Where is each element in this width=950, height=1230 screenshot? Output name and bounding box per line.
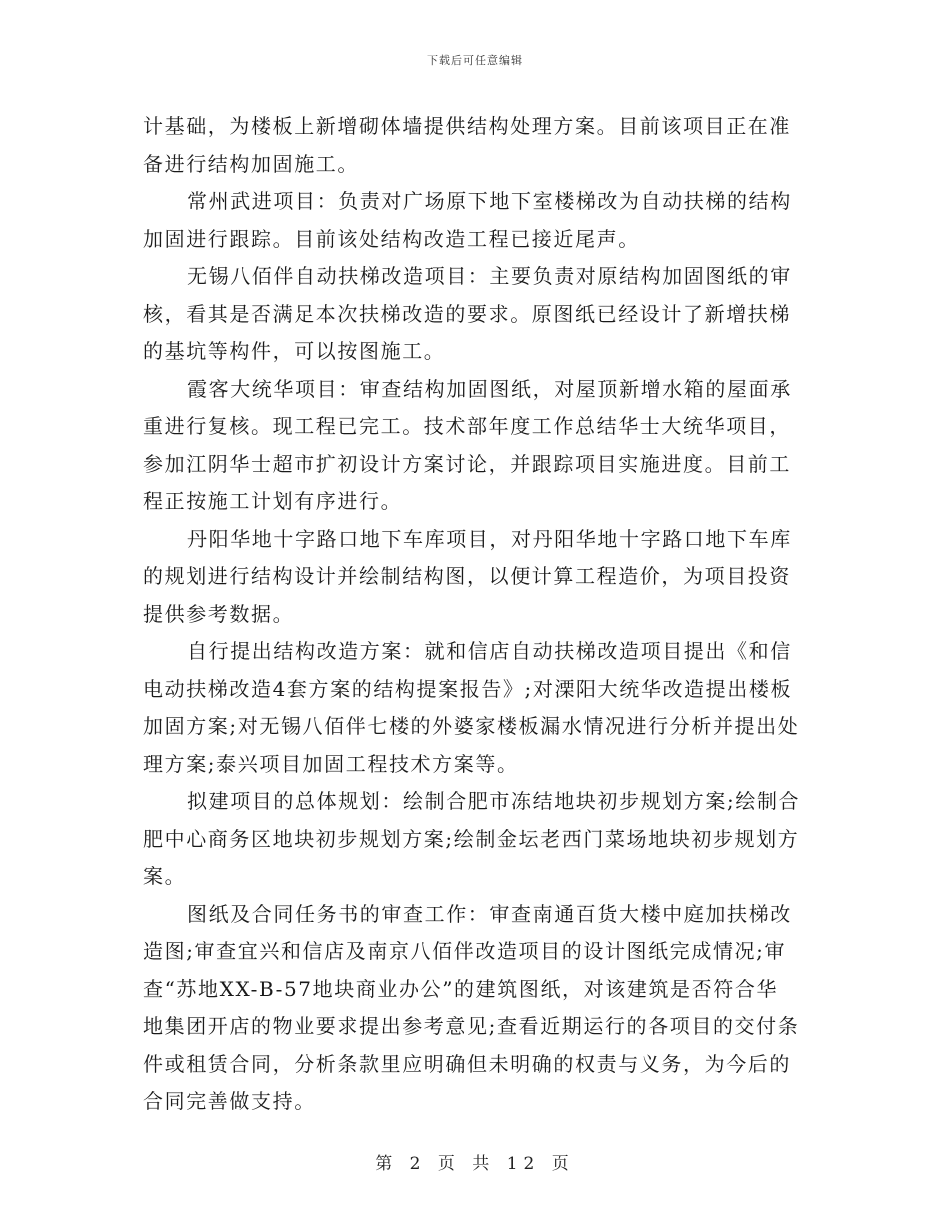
page-footer: 第 2 页 共 12 页	[375, 1154, 575, 1174]
text-line: 参加江阴华士超市扩初设计方案讨论，并跟踪项目实施进度。目前工	[143, 451, 791, 476]
text-line: 加固方案;对无锡八佰伴七楼的外婆家楼板漏水情况进行分析并提出处	[143, 714, 800, 738]
text-line: 的规划进行结构设计并绘制结构图，以便计算工程造价，为项目投资	[143, 564, 791, 588]
paragraph-xiake	[143, 371, 807, 521]
text-line: 件或租赁合同，分析条款里应明确但未明确的权责与义务，为今后的	[143, 1051, 791, 1076]
text-line: 提供参考数据。	[143, 601, 295, 626]
text-line: 无锡八佰伴自动扶梯改造项目：主要负责对原结构加固图纸的审	[187, 264, 792, 288]
text-line: 备进行结构加固施工。	[143, 151, 359, 176]
paragraph-review	[143, 896, 807, 1121]
text-line: 核，看其是否满足本次扶梯改造的要求。原图纸已经设计了新增扶梯	[143, 301, 791, 326]
document-body	[143, 108, 807, 1121]
text-line: 图纸及合同任务书的审查工作：审查南通百货大楼中庭加扶梯改	[187, 901, 792, 926]
text-line: 计基础，为楼板上新增砌体墙提供结构处理方案。目前该项目正在准	[143, 114, 791, 138]
page-header: 下载后可任意编辑	[427, 54, 523, 67]
text-line: 重进行复核。现工程已完工。技术部年度工作总结华士大统华项目，	[143, 414, 791, 438]
text-line: 加固进行跟踪。目前该处结构改造工程已接近尾声。	[143, 226, 640, 251]
paragraph-wuxi	[143, 258, 807, 371]
paragraph-danyang	[143, 521, 807, 634]
text-line: 拟建项目的总体规划：绘制合肥市冻结地块初步规划方案;绘制合	[187, 789, 801, 813]
text-line: 理方案;泰兴项目加固工程技术方案等。	[143, 751, 519, 776]
text-line: 程正按施工计划有序进行。	[143, 489, 403, 513]
text-line: 自行提出结构改造方案：就和信店自动扶梯改造项目提出《和信	[187, 639, 792, 663]
paragraph-intro	[143, 108, 807, 183]
text-line: 霞客大统华项目：审查结构加固图纸，对屋顶新增水箱的屋面承	[187, 376, 792, 401]
text-line: 电动扶梯改造4套方案的结构提案报告》;对溧阳大统华改造提出楼板	[143, 676, 793, 701]
paragraph-changzhou	[143, 183, 807, 258]
text-line: 查“苏地XX-B-57地块商业办公”的建筑图纸，对该建筑是否符合华	[143, 976, 779, 1001]
text-line: 地集团开店的物业要求提出参考意见;查看近期运行的各项目的交付条	[143, 1014, 800, 1038]
text-line: 丹阳华地十字路口地下车库项目，对丹阳华地十字路口地下车库	[187, 526, 792, 551]
text-line: 案。	[143, 864, 187, 888]
paragraph-structure-proposal	[143, 633, 807, 783]
paragraph-planning	[143, 783, 807, 896]
text-line: 造图;审查宜兴和信店及南京八佰伴改造项目的设计图纸完成情况;审	[143, 939, 787, 963]
text-line: 的基坑等构件，可以按图施工。	[143, 339, 446, 363]
text-line: 肥中心商务区地块初步规划方案;绘制金坛老西门菜场地块初步规划方	[143, 826, 800, 851]
text-line: 合同完善做支持。	[143, 1089, 316, 1113]
text-line: 常州武进项目：负责对广场原下地下室楼梯改为自动扶梯的结构	[187, 189, 792, 213]
